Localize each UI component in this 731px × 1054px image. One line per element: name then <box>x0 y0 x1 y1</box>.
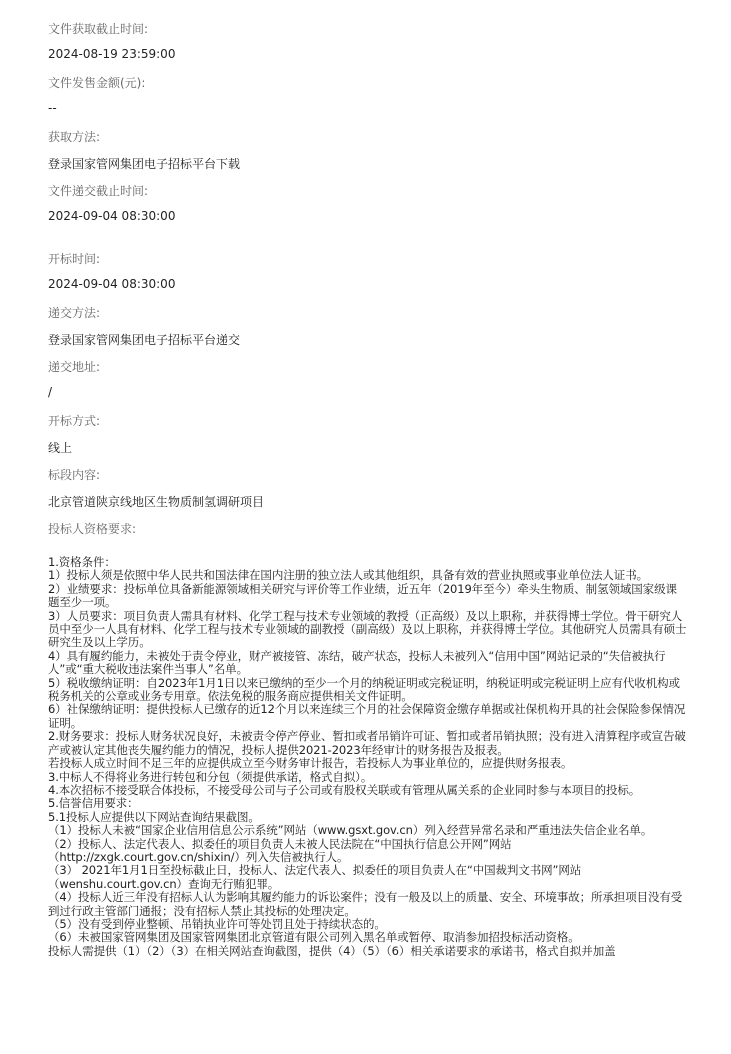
field-label-file-deadline: 文件获取截止时间: <box>48 22 149 36</box>
field-value-submit-address: / <box>48 385 53 399</box>
field-value-opening-mode: 线上 <box>48 441 73 455</box>
field-label-opening-time: 开标时间: <box>48 252 101 266</box>
qualification-requirements <box>48 556 688 958</box>
req-line: 2）业绩要求：投标单位具备新能源领域相关研究与评价等工作业绩，近五年（2019年至今）牵头生物质、制氢领域国家级课题至少一项。 <box>48 581 677 610</box>
req-line: 4.本次招标不接受联合体投标，不接受母公司与子公司或有股权关联或有管理从属关系的企业同时参与本项目的投标。 <box>48 782 641 797</box>
req-line: 投标人需提供（1）（2）（3）在相关网站查询截图，提供（4）（5）（6）相关承诺要求的承诺书，格式自拟并加盖 <box>48 943 616 958</box>
req-line: 5.1投标人应提供以下网站查询结果截图。 <box>48 809 260 824</box>
req-line: （4）投标人近三年没有招标人认为影响其履约能力的诉讼案件；没有一般及以上的质量、安全、环境事故；所承担项目没有受到过行政主管部门通报；没有招标人禁止其投标的处理决定。 <box>48 890 683 918</box>
req-line: （3） 2021年1月1日至投标截止日，投标人、法定代表人、拟委任的项目负责人在“中国裁判文书网”网站（wenshu.court.gov.cn）查询无行贿犯罪。 <box>48 863 582 891</box>
field-label-section-content: 标段内容: <box>48 468 101 482</box>
req-line: （6）未被国家管网集团及国家管网集团北京管道有限公司列入黑名单或暂停、取消参加招投标活动资格。 <box>48 930 580 945</box>
req-line: 若投标人成立时间不足三年的应提供成立至今财务审计报告，若投标人为事业单位的，应提供财务报表。 <box>48 756 573 771</box>
req-line: 1.资格条件： <box>48 555 116 569</box>
field-value-file-price: -- <box>48 101 57 115</box>
field-label-submit-deadline: 文件递交截止时间: <box>48 184 149 198</box>
qualification-label: 投标人资格要求: <box>48 522 137 536</box>
req-line: 5.信誉信用要求： <box>48 796 139 811</box>
field-value-submit-deadline: 2024-09-04 08:30:00 <box>48 209 176 223</box>
field-value-opening-time: 2024-09-04 08:30:00 <box>48 277 176 291</box>
field-label-obtain-method: 获取方法: <box>48 130 101 144</box>
req-line: 3）人员要求：项目负责人需具有材料、化学工程与技术专业领域的教授（正高级）及以上职称，并获得博士学位。骨干研究人员中至少一人具有材料、化学工程与技术专业领域的副教授（副高级）及以上职称，并获得博士学位。其他研究人员需具有硕士研究生及以上学历。 <box>48 608 687 650</box>
field-value-submit-method: 登录国家管网集团电子招标平台递交 <box>48 333 241 347</box>
req-line: 4）具有履约能力，未被处于责令停业，财产被接管、冻结，破产状态，投标人未被列入“信用中国”网站记录的“失信被执行人”或“重大税收违法案件当事人”名单。 <box>48 648 666 677</box>
req-line: 5）税收缴纳证明：自2023年1月1日以来已缴纳的至少一个月的纳税证明或完税证明，纳税证明或完税证明上应有代收机构或税务机关的公章或业务专用章。依法免税的服务商应提供相关文件证明。 <box>48 675 680 704</box>
field-value-file-deadline: 2024-08-19 23:59:00 <box>48 47 176 61</box>
field-value-obtain-method: 登录国家管网集团电子招标平台下载 <box>48 157 241 171</box>
req-line: （1）投标人未被“国家企业信用信息公示系统”网站（www.gsxt.gov.cn）列入经营异常名录和严重违法失信企业名单。 <box>48 823 653 838</box>
req-line: 1）投标人须是依照中华人民共和国法律在国内注册的独立法人或其他组织，具备有效的营业执照或事业单位法人证书。 <box>48 568 649 583</box>
field-value-section-content: 北京管道陕京线地区生物质制氢调研项目 <box>48 495 265 509</box>
field-label-submit-method: 递交方法: <box>48 306 101 320</box>
req-line: 6）社保缴纳证明：提供投标人已缴存的近12个月以来连续三个月的社会保障资金缴存单据或社保机构开具的社会保险参保情况证明。 <box>48 702 686 730</box>
req-line: （5）没有受到停业整顿、吊销执业许可等处罚且处于持续状态的。 <box>48 916 386 931</box>
field-label-file-price: 文件发售金额(元): <box>48 76 146 90</box>
req-line: （2）投标人、法定代表人、拟委任的项目负责人未被人民法院在“中国执行信息公开网”网站（http://zxgk.court.gov.cn/shixin/）列入失信被执行人。 <box>48 836 512 864</box>
field-label-submit-address: 递交地址: <box>48 360 101 374</box>
field-label-opening-mode: 开标方式: <box>48 414 101 428</box>
req-line: 2.财务要求：投标人财务状况良好，未被责令停产停业、暂扣或者吊销许可证、暂扣或者吊销执照；没有进入清算程序或宣告破产或被认定其他丧失履约能力的情况，投标人提供2021-2023年经审计的财务报告及报表。 <box>48 729 686 757</box>
req-line: 3.中标人不得将业务进行转包和分包（须提供承诺，格式自拟）。 <box>48 769 373 784</box>
